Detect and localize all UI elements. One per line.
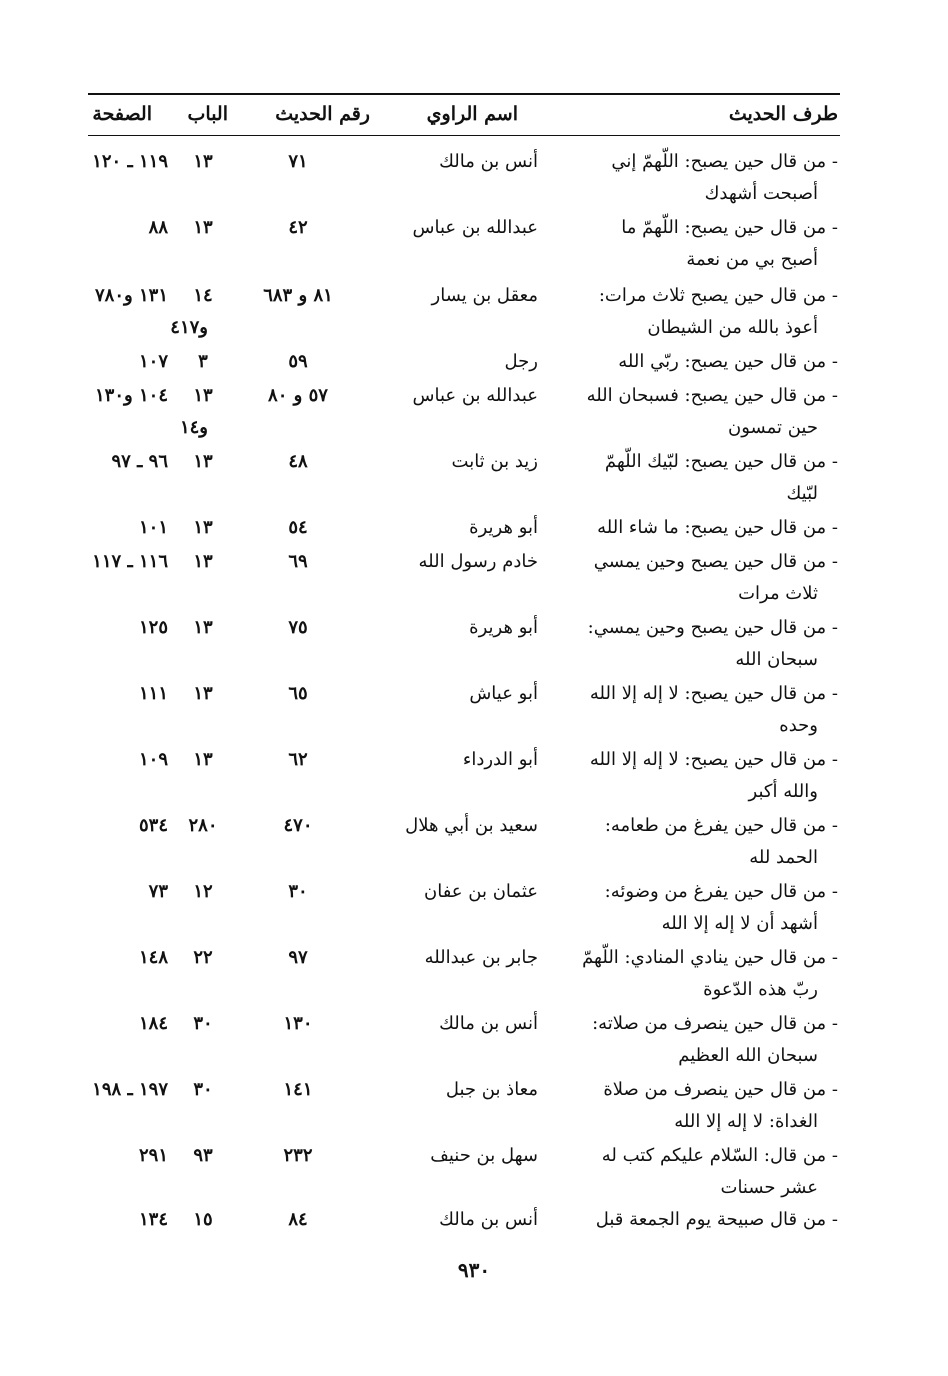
hadith-text: - من قال حين يصبح وحين يمسي: bbox=[587, 617, 838, 638]
hadith-number: ٢٣٢ bbox=[283, 1145, 313, 1166]
chapter-number: ٢٢ bbox=[193, 947, 213, 968]
chapter-number: ١٣ bbox=[193, 683, 213, 704]
page-ref: ١٩٧ ـ ١٩٨ bbox=[92, 1079, 168, 1100]
hadith-text: - من قال حين يفرغ من وضوئه: bbox=[604, 881, 838, 902]
chapter-number: ٣٠ bbox=[193, 1013, 213, 1034]
page-ref: ٢٩١ bbox=[138, 1145, 168, 1166]
narrator-name: أنس بن مالك bbox=[439, 1209, 538, 1230]
narrator-name: سعيد بن أبي هلال bbox=[405, 815, 538, 836]
hadith-text: - من قال حين ينصرف من صلاته: bbox=[592, 1013, 838, 1034]
hadith-text-continued: حين تمسون bbox=[728, 417, 818, 438]
narrator-name: أنس بن مالك bbox=[439, 151, 538, 172]
chapter-number: ٣ bbox=[198, 351, 208, 372]
chapter-number: ١٣ bbox=[193, 749, 213, 770]
narrator-name: معاذ بن جبل bbox=[445, 1079, 538, 1100]
narrator-name: رجل bbox=[504, 351, 538, 372]
header-narrator: اسم الراوي bbox=[426, 103, 518, 125]
hadith-number: ٧٥ bbox=[288, 617, 308, 638]
hadith-number: ٤٧٠ bbox=[283, 815, 313, 836]
page-ref: ٥٣٤ bbox=[138, 815, 168, 836]
header-hadith: طرف الحديث bbox=[728, 103, 838, 125]
hadith-number: ٥٩ bbox=[288, 351, 308, 372]
hadith-number: ٨٤ bbox=[288, 1209, 308, 1230]
hadith-text-continued: أعوذ بالله من الشيطان bbox=[647, 317, 818, 338]
hadith-number: ٤٨ bbox=[288, 451, 308, 472]
hadith-text: - من قال حين يصبح: اللّهمّ ما bbox=[621, 217, 838, 238]
hadith-text-continued: وحده bbox=[779, 715, 818, 736]
header-number: رقم الحديث bbox=[275, 103, 370, 125]
page-ref: ١٨٤ bbox=[138, 1013, 168, 1034]
hadith-text-continued: سبحان الله bbox=[735, 649, 818, 670]
hadith-number: ٦٩ bbox=[288, 551, 308, 572]
hadith-text: - من قال حين يفرغ من طعامه: bbox=[604, 815, 838, 836]
chapter-number: ١٣ bbox=[193, 551, 213, 572]
page-ref: ١٠١ bbox=[138, 517, 168, 538]
hadith-text-continued: عشر حسنات bbox=[720, 1177, 818, 1198]
header-page: الصفحة bbox=[92, 103, 152, 125]
narrator-name: سهل بن حنيف bbox=[430, 1145, 538, 1166]
hadith-number: ١٣٠ bbox=[283, 1013, 313, 1034]
hadith-text: - من قال حين يصبح: لبّيك اللّهمّ bbox=[604, 451, 838, 472]
hadith-text-continued: أصبح بي من نعمة bbox=[686, 249, 818, 270]
narrator-name: عثمان بن عفان bbox=[424, 881, 538, 902]
page-ref: ٩٦ ـ ٩٧ bbox=[111, 451, 168, 472]
chapter-number: ١٣ bbox=[193, 151, 213, 172]
hadith-text: - من قال حين يصبح وحين يمسي bbox=[593, 551, 838, 572]
narrator-name: أبو هريرة bbox=[469, 617, 538, 638]
chapter-number: ١٣ bbox=[193, 451, 213, 472]
hadith-text-continued: ربّ هذه الدّعوة bbox=[703, 979, 818, 1000]
page-ref: ١٠٩ bbox=[138, 749, 168, 770]
narrator-name: أبو هريرة bbox=[469, 517, 538, 538]
page-ref: ٧٣ bbox=[148, 881, 168, 902]
hadith-text-continued: لبّيك bbox=[786, 483, 818, 504]
chapter-number: ١٤ bbox=[193, 285, 213, 306]
chapter-number: ١٣ bbox=[193, 517, 213, 538]
chapter-number: ١٣ bbox=[193, 217, 213, 238]
page-ref-continued: و٤١٧ bbox=[170, 317, 208, 338]
narrator-name: معقل بن يسار bbox=[431, 285, 538, 306]
narrator-name: خادم رسول الله bbox=[418, 551, 538, 572]
chapter-number: ١٣ bbox=[193, 385, 213, 406]
chapter-number: ١٥ bbox=[193, 1209, 213, 1230]
page-number: ٩٣٠ bbox=[457, 1258, 491, 1282]
chapter-number: ٩٣ bbox=[193, 1145, 213, 1166]
narrator-name: زيد بن ثابت bbox=[451, 451, 538, 472]
narrator-name: عبدالله بن عباس bbox=[412, 217, 538, 238]
chapter-number: ١٣ bbox=[193, 617, 213, 638]
hadith-text: - من قال حين يصبح: ما شاء الله bbox=[597, 517, 838, 538]
hadith-text: - من قال حين يصبح: اللّهمّ إني bbox=[611, 151, 838, 172]
hadith-text: - من قال حين يصبح: لا إله إلا الله bbox=[589, 749, 838, 770]
hadith-text: - من قال حين يصبح: فسبحان الله bbox=[586, 385, 838, 406]
narrator-name: أبو الدرداء bbox=[462, 749, 538, 770]
hadith-text: - من قال صبيحة يوم الجمعة قبل bbox=[595, 1209, 838, 1230]
page-ref: ١١٩ ـ ١٢٠ bbox=[92, 151, 168, 172]
hadith-number: ٧١ bbox=[288, 151, 308, 172]
hadith-text-continued: سبحان الله العظيم bbox=[678, 1045, 818, 1066]
hadith-number: ٥٧ و ٨٠ bbox=[268, 385, 328, 406]
page-ref: ١٠٧ bbox=[138, 351, 168, 372]
chapter-number: ٢٨٠ bbox=[188, 815, 218, 836]
hadith-text-continued: أشهد أن لا إله إلا الله bbox=[661, 913, 818, 934]
hadith-text: - من قال حين يصبح ثلاث مرات: bbox=[598, 285, 838, 306]
hadith-number: ١٤١ bbox=[283, 1079, 313, 1100]
narrator-name: أبو عياش bbox=[469, 683, 538, 704]
chapter-number: ٣٠ bbox=[193, 1079, 213, 1100]
page-ref: ٨٨ bbox=[148, 217, 168, 238]
hadith-number: ٩٧ bbox=[288, 947, 308, 968]
hadith-text: - من قال حين يصبح: ربّي الله bbox=[618, 351, 838, 372]
page-ref: ١٢٥ bbox=[138, 617, 168, 638]
header-chapter: الباب bbox=[187, 103, 228, 125]
hadith-number: ٥٤ bbox=[288, 517, 308, 538]
hadith-text-continued: الحمد لله bbox=[749, 847, 818, 868]
hadith-number: ٣٠ bbox=[288, 881, 308, 902]
hadith-number: ٦٢ bbox=[288, 749, 308, 770]
page-ref: ١٠٤ و١٣٠ bbox=[95, 385, 168, 406]
narrator-name: جابر بن عبدالله bbox=[424, 947, 538, 968]
hadith-text: - من قال حين يصبح: لا إله إلا الله bbox=[589, 683, 838, 704]
chapter-number: ١٢ bbox=[193, 881, 213, 902]
hadith-number: ٦٥ bbox=[288, 683, 308, 704]
hadith-number: ٤٢ bbox=[288, 217, 308, 238]
narrator-name: أنس بن مالك bbox=[439, 1013, 538, 1034]
hadith-text-continued: الغداة: لا إله إلا الله bbox=[674, 1111, 818, 1132]
hadith-text: - من قال حين ينادي المنادي: اللّهمّ bbox=[582, 947, 838, 968]
page-ref-continued: و١٤ bbox=[179, 417, 208, 438]
hadith-text-continued: ثلاث مرات bbox=[738, 583, 818, 604]
narrator-name: عبدالله بن عباس bbox=[412, 385, 538, 406]
hadith-text: - من قال: السّلام عليكم كتب له bbox=[601, 1145, 838, 1166]
hadith-text-continued: والله أكبر bbox=[748, 781, 818, 802]
hadith-text-continued: أصبحت أشهدك bbox=[704, 183, 818, 204]
page-ref: ١١٦ ـ ١١٧ bbox=[92, 551, 168, 572]
page-ref: ١٣٤ bbox=[138, 1209, 168, 1230]
hadith-text: - من قال حين ينصرف من صلاة bbox=[603, 1079, 838, 1100]
page-ref: ١١١ bbox=[138, 683, 168, 704]
page-ref: ١٣١ و٧٨٠ bbox=[95, 285, 168, 306]
hadith-number: ٨١ و ٦٨٣ bbox=[263, 285, 333, 306]
page-ref: ١٤٨ bbox=[138, 947, 168, 968]
